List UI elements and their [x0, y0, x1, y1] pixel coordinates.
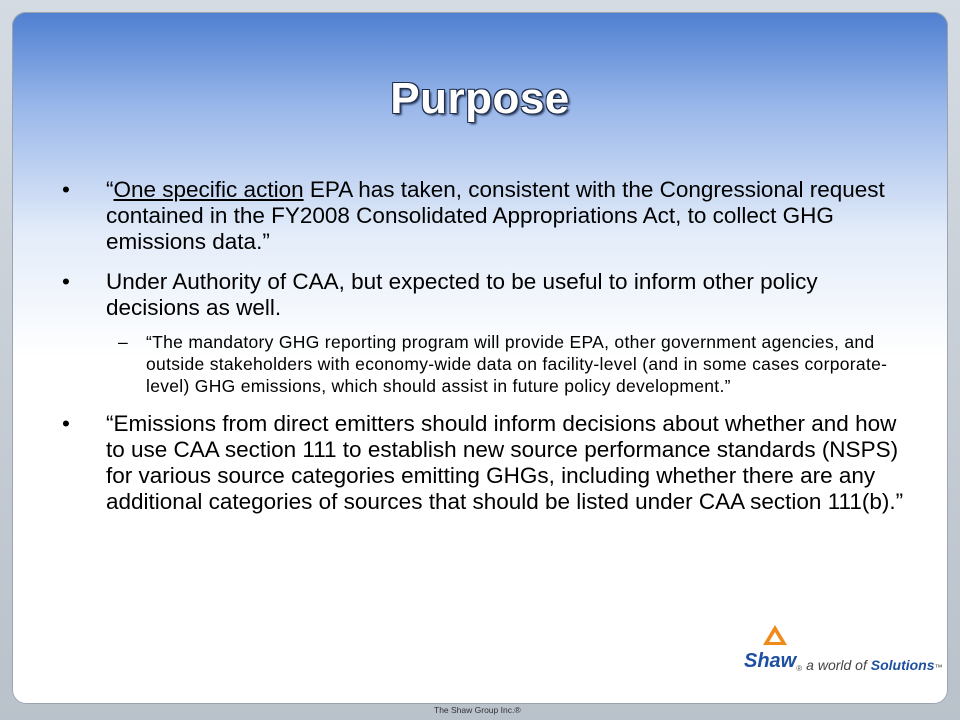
sub-bullet [60, 331, 910, 397]
slide-body [60, 177, 910, 529]
logo-registered: ® [796, 664, 803, 673]
logo-tagline-bold: Solutions [870, 657, 935, 673]
bullet-3 [60, 411, 910, 515]
bullet-marker: • [62, 411, 70, 436]
shaw-logo-icon [763, 625, 787, 645]
bullet-1-open-quote: “ [106, 177, 114, 202]
bullet-marker: • [62, 269, 70, 294]
shaw-logo [744, 650, 943, 673]
sub-bullet-marker: – [118, 332, 129, 352]
bullet-1 [60, 177, 910, 255]
bullet-3-text: “Emissions from direct emitters should inform decisions about whether and how to use CAA section 111 to establish new source performance standards (NSPS) for various source categories emitting GHGs, including whether there are any additional categories of sources that should be listed under CAA section 111(b).” [106, 411, 904, 514]
bullet-2-text: Under Authority of CAA, but expected to be useful to inform other policy decisions as well. [106, 269, 818, 320]
bullet-2 [60, 269, 910, 321]
sub-bullet-text: “The mandatory GHG reporting program will provide EPA, other government agencies, and outside stakeholders with economy-wide data on facility-level (and in some cases corporate-level) GHG emissions, which should assist in future policy development.” [146, 332, 888, 396]
logo-brand: Shaw [744, 650, 797, 672]
bullet-1-underlined: One specific action [113, 177, 304, 202]
bullet-marker: • [62, 177, 70, 202]
logo-tagline [806, 657, 942, 673]
logo-tagline-tm: ™ [934, 663, 943, 672]
slide [12, 12, 948, 704]
slide-title: Purpose [390, 74, 570, 123]
bullet-1-text: EPA has taken, consistent with the Congressional request contained in the FY2008 Consolidated Appropriations Act, to collect GHG emissions data.” [106, 177, 885, 254]
footer-company: The Shaw Group Inc.® [434, 705, 521, 715]
logo-tagline-prefix: a world of [806, 657, 871, 673]
